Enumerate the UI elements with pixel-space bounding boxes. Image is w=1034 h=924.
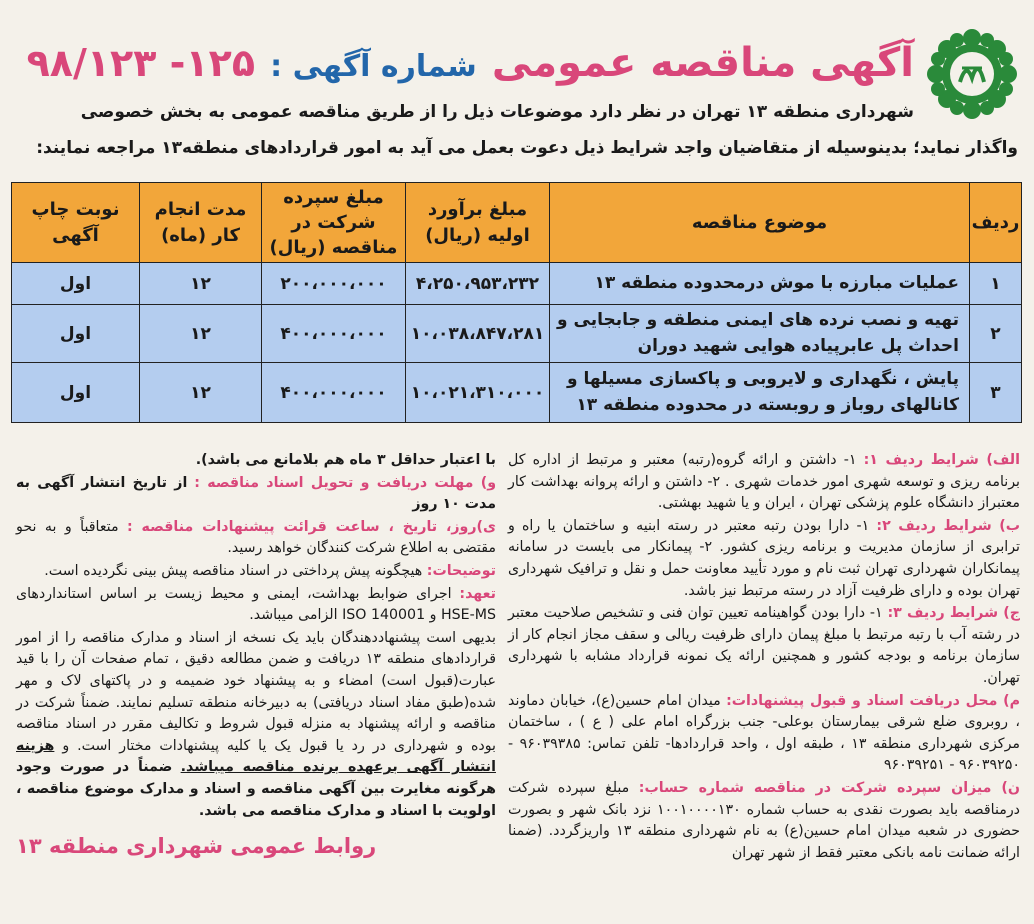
- title-main: آگهی مناقصه عمومی: [491, 40, 914, 86]
- deposit-account: [508, 778, 1020, 864]
- header-estimate: مبلغ برآورد اولیه (ریال): [406, 183, 550, 263]
- submission-instructions: [16, 628, 496, 822]
- advertising-cost-text: هزینه انتشار آگهی برعهده برنده مناقصه میباشد.: [16, 737, 496, 776]
- deadline: [16, 473, 496, 516]
- cell-publish: اول: [12, 305, 140, 363]
- cell-row-number: ۳: [970, 363, 1022, 423]
- cell-subject: پایش ، نگهداری و لایروبی و پاکسازی مسیلها و کانالهای روباز و روبسته در محدوده منطقه ۱۳: [550, 363, 970, 423]
- cell-deposit: ۲۰۰،۰۰۰،۰۰۰: [262, 263, 406, 305]
- cell-deposit: ۴۰۰،۰۰۰،۰۰۰: [262, 305, 406, 363]
- cell-subject: عملیات مبارزه با موش درمحدوده منطقه ۱۳: [550, 263, 970, 305]
- table-row: [12, 363, 1022, 423]
- table-header-row: [12, 183, 1022, 263]
- condition-row-2-label: ب) شرایط ردیف ۲:: [876, 517, 1021, 534]
- intro-line-1: شهرداری منطقه ۱۳ تهران در نظر دارد موضوعات ذیل را از طریق مناقصه عمومی به بخش خصوصی: [80, 102, 914, 122]
- intro-line-2: واگذار نماید؛ بدینوسیله از متقاضیان واجد شرایط ذیل دعوت بعمل می آید به امور قراردادهای منطقه۱۳ مراجعه نمایند:: [36, 138, 1018, 158]
- condition-row-2-text: ۱- دارا بودن رتبه معتبر در رسته ابنیه و ساختمان یا راه و ترابری از سازمان مدیریت و برنامه ریزی کشور. ۲- پیمانکار می بایست در سامانه پیمانکاران شهرداری تهران ثبت نام و مورد تأیید معاونت حمل و نقل و ترافیک شهرداری تهران بوده و دارای ظرفیت آزاد در رسته مرتبط نیز باشد.: [508, 517, 1020, 599]
- deadline-label: و) مهلت دریافت و تحویل اسناد مناقصه :: [194, 474, 497, 491]
- commitment-text: اجرای ضوابط بهداشت، ایمنی و محیط زیست بر اساس استانداردهای HSE-MS و ISO 140001 الزامی میباشد.: [16, 585, 496, 624]
- deposit-account-continued: با اعتبار حداقل ۳ ماه هم بلامانع می باشد).: [195, 452, 496, 468]
- tender-table: [11, 182, 1022, 423]
- cell-deposit: ۴۰۰،۰۰۰،۰۰۰: [262, 363, 406, 423]
- cell-row-number: ۱: [970, 263, 1022, 305]
- notice-title: [26, 40, 914, 86]
- details-column: [16, 450, 496, 858]
- document-location-text: میدان امام حسین(ع)، خیابان دماوند ، روبروی ضلع شرقی بیمارستان بوعلی- جنب بزرگراه امام علی ( ع ) ، ساختمان مرکزی شهرداری منطقه ۱۳ ، طبقه اول ، واحد قراردادها- تلفن تماس: ۹۶۰۳۹۳۸۵ - ۹۶۰۳۹۲۵۰ - ۹۶۰۳۹۲۵۱: [508, 692, 1020, 774]
- condition-row-3: [508, 603, 1020, 689]
- deposit-account-label: ن) میزان سپرده شرکت در مناقصه شماره حساب:: [638, 779, 1020, 796]
- cell-duration: ۱۲: [140, 363, 262, 423]
- commitment-label: تعهد:: [459, 585, 496, 602]
- header-deposit: مبلغ سپرده شرکت در مناقصه (ریال): [262, 183, 406, 263]
- public-relations-signature: روابط عمومی شهرداری منطقه ۱۳: [16, 834, 377, 859]
- notes-text: هیچگونه پیش پرداختی در اسناد مناقصه پیش بینی نگردیده است.: [44, 562, 423, 579]
- condition-row-1-label: الف) شرایط ردیف ۱:: [863, 452, 1020, 468]
- condition-row-3-label: ج) شرایط ردیف ۳:: [887, 605, 1021, 622]
- conditions-column: [508, 450, 1020, 865]
- document-location-label: م) محل دریافت اسناد و قبول پیشنهادات:: [726, 692, 1020, 709]
- title-number: ۱۲۵- ۹۸/۱۲۳: [26, 41, 256, 85]
- commitment: [16, 584, 496, 627]
- notes-label: توضیحات:: [426, 562, 496, 579]
- priority-text: ضمناً در صورت وجود هرگونه مغایرت بین آگهی مناقصه و اسناد و مدارک موضوع مناقصه ، اولویت با اسناد و مدارک مناقصه می باشد.: [16, 759, 496, 819]
- table-row: [12, 305, 1022, 363]
- cell-estimate: ۴،۲۵۰،۹۵۳،۲۳۲: [406, 263, 550, 305]
- condition-row-1-text: ۱- داشتن و ارائه گروه(رتبه) معتبر و مرتبط از اداره کل برنامه ریزی و توسعه شهری امور خدمات شهری . ۲- داشتن و ارائه پروانه بهداشت کار معتبراز دانشگاه علوم پزشکی تهران ، ایران و یا شهید بهشتی.: [508, 452, 1020, 512]
- tehran-municipality-logo-icon: [926, 28, 1018, 120]
- header-row-number: ردیف: [970, 183, 1022, 263]
- header-duration: مدت انجام کار (ماه): [140, 183, 262, 263]
- cell-subject: تهیه و نصب نرده های ایمنی منطقه و جابجایی و احداث پل عابرپیاده هوایی شهید دوران: [550, 305, 970, 363]
- cell-publish: اول: [12, 363, 140, 423]
- submission-text: بدیهی است پیشنهاددهندگان باید یک نسخه از اسناد و مدارک مناقصه را از امور قراردادهای منطقه ۱۳ دریافت و ضمن مطالعه دقیق ، تمام صفحات آن را با قید عبارت(قبول است) امضاء و به پیشنهاد خود ضمیمه و در پاکتهای لاک و مهر شده(طبق مفاد اسناد دریافتی) به دبیرخانه منطقه تسلیم نمایند. ضمناً شرکت در مناقصه و ارائه پیشنهاد به منزله قبول شروط و تکالیف مقرر در اسناد مناقصه بوده و شهرداری در رد یا قبول یک یا کلیه پیشنهادات مختار است. و: [16, 629, 497, 754]
- deposit-account-text: مبلغ سپرده شرکت درمناقصه باید بصورت نقدی به حساب شماره ۱۰۰۱۰۰۰۰۱۳۰ نزد بانک شهر و بصورت حضوری در شعبه میدان امام حسین(ع) به نام شهرداری منطقه ۱۳ واریزگردد. (ضمنا ارائه ضمانت نامه بانکی معتبر فقط از شهر تهران: [508, 779, 1020, 861]
- table-row: [12, 263, 1022, 305]
- notes: [16, 561, 496, 583]
- opening-date-text: متعاقباً و به نحو مقتضی به اطلاع شرکت کنندگان خواهد رسید.: [16, 518, 496, 557]
- document-location: [508, 691, 1020, 777]
- condition-row-1: [508, 450, 1020, 515]
- opening-date-label: ی)روز، تاریخ ، ساعت قرائت پیشنهادات مناقصه :: [127, 518, 496, 535]
- title-label: شماره آگهی :: [270, 49, 477, 84]
- cell-publish: اول: [12, 263, 140, 305]
- header-publish: نوبت چاپ آگهی: [12, 183, 140, 263]
- cell-estimate: ۱۰،۰۳۸،۸۴۷،۲۸۱: [406, 305, 550, 363]
- cell-estimate: ۱۰،۰۲۱،۳۱۰،۰۰۰: [406, 363, 550, 423]
- cell-duration: ۱۲: [140, 263, 262, 305]
- tender-notice: [10, 10, 1024, 914]
- condition-row-2: [508, 516, 1020, 602]
- deadline-text: از تاریخ انتشار آگهی به مدت ۱۰ روز: [16, 474, 496, 513]
- cell-row-number: ۲: [970, 305, 1022, 363]
- condition-row-3-text: ۱- دارا بودن گواهینامه تعیین توان فنی و تشخیص صلاحیت معتبر در رشته آب با رتبه مرتبط با مبلغ پیمان دارای ظرفیت ریالی و سقف مجاز انجام کار از سازمان برنامه و بودجه کشور و همچنین ارائه یک نمونه قرارداد مشابه با شهرداری تهران.: [508, 605, 1020, 686]
- opening-date: [16, 517, 496, 560]
- header-subject: موضوع مناقصه: [550, 183, 970, 263]
- cell-duration: ۱۲: [140, 305, 262, 363]
